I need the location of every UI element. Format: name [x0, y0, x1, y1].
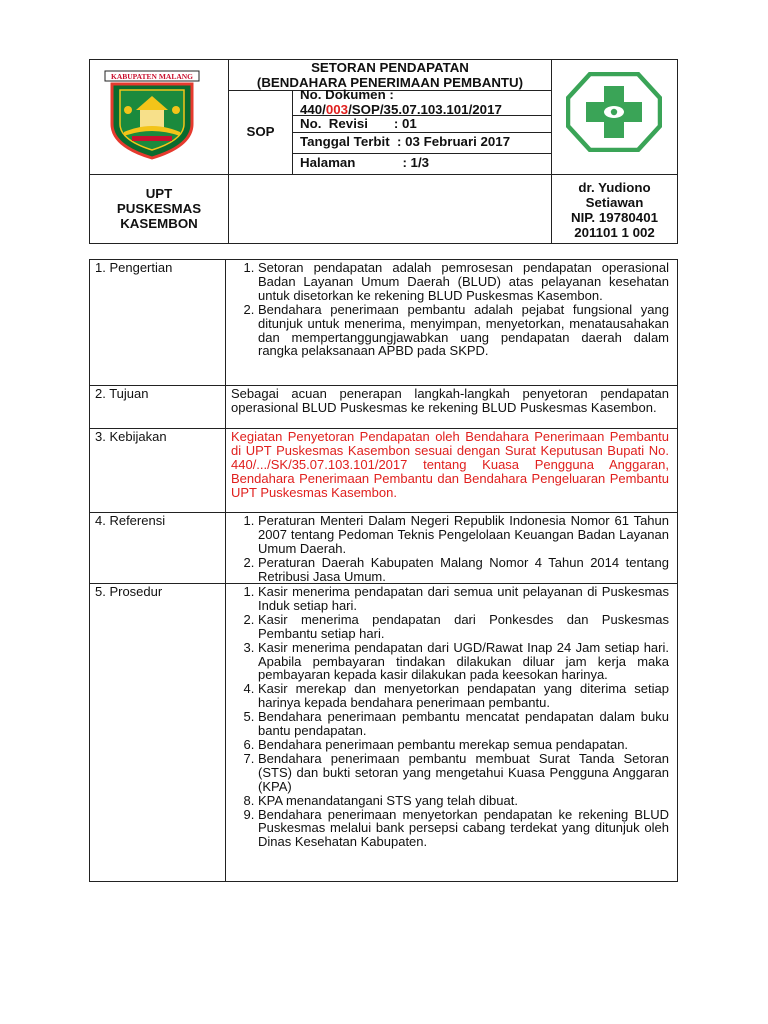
logo-caption: KABUPATEN MALANG — [110, 72, 194, 81]
list-item: 2. Bendahara penerimaan pembantu adalah pejabat fungsional yang ditunjuk untuk menerima, menyimpan, menyetorkan, menatausahakan dan mempertanggungjawabkan uang pendapatan daerah dalam rangka pelaksanaan APBD pada SKPD. — [258, 303, 669, 359]
list-item: 6. Bendahara penerimaan pembantu merekap semua pendapatan. — [258, 738, 669, 752]
list-item: 5. Bendahara penerimaan pembantu mencatat pendapatan dalam buku bantu pendapatan. — [258, 710, 669, 738]
puskesmas-logo — [566, 72, 662, 152]
issue-date: Tanggal Terbit : 03 Februari 2017 — [300, 134, 511, 149]
section-label-pengertian: 1. Pengertian — [95, 260, 173, 275]
section-tujuan: Sebagai acuan penerapan langkah-langkah penyetoran pendapatan operasional BLUD Puskesmas ke rekening BLUD Puskesmas Kasembon. — [231, 386, 669, 415]
section-label-tujuan: 2. Tujuan — [95, 386, 149, 401]
list-item: 8. KPA menandatangani STS yang telah dibuat. — [258, 794, 669, 808]
list-item: 1. Peraturan Menteri Dalam Negeri Republik Indonesia Nomor 61 Tahun 2007 tentang Pedoman Teknis Pengelolaan Keuangan Badan Layanan Umum Daerah. — [258, 514, 669, 556]
section-prosedur — [231, 585, 669, 849]
section-label-referensi: 4. Referensi — [95, 513, 166, 528]
list-item: 9. Bendahara penerimaan menyetorkan pendapatan ke rekening BLUD Puskesmas melalui bank persepsi cabang terdekat yang ditunjuk oleh Dinas Kesehatan Kabupaten. — [258, 808, 669, 850]
list-item: 4. Kasir merekap dan menyetorkan pendapatan yang diterima setiap harinya kepada bendahara penerimaan pembantu. — [258, 682, 669, 710]
document-number-highlight: 003 — [325, 102, 349, 117]
revision-number: No. Revisi : 01 — [300, 116, 417, 131]
section-referensi — [231, 514, 669, 584]
page-number: Halaman : 1/3 — [300, 155, 430, 170]
document-title: SETORAN PENDAPATAN (BENDAHARA PENERIMAAN PEMBANTU) — [256, 60, 524, 90]
list-item: 1. Kasir menerima pendapatan dari semua unit pelayanan di Puskesmas Induk setiap hari. — [258, 585, 669, 613]
list-item: 2. Peraturan Daerah Kabupaten Malang Nomor 4 Tahun 2014 tentang Retribusi Jasa Umum. — [258, 556, 669, 584]
signatory: dr. Yudiono Setiawan NIP. 19780401 201101 1 002 — [570, 180, 658, 240]
section-pengertian — [231, 261, 669, 358]
list-item: 2. Kasir menerima pendapatan dari Ponkesdes dan Puskesmas Pembantu setiap hari. — [258, 613, 669, 641]
section-label-prosedur: 5. Prosedur — [95, 584, 163, 599]
unit-name: UPT PUSKESMAS KASEMBON — [116, 186, 202, 231]
kabupaten-malang-logo — [102, 70, 202, 160]
sop-label: SOP — [246, 124, 275, 139]
list-item: 1. Setoran pendapatan adalah pemrosesan pendapatan operasional Badan Layanan Umum Daerah (BLUD) atas pelayanan kesehatan untuk disetorkan ke rekening BLUD Puskesmas Kasembon. — [258, 261, 669, 303]
list-item: 7. Bendahara penerimaan pembantu membuat Surat Tanda Setoran (STS) dan bukti setoran yang mengetahui Kuasa Pengguna Anggaran (KPA) — [258, 752, 669, 794]
document-number: No. Dokumen : 440/003/SOP/35.07.103.101/2017 — [300, 87, 502, 117]
list-item: 3. Kasir menerima pendapatan dari UGD/Rawat Inap 24 Jam setiap hari. Apabila pembayaran tindakan dilakukan diluar jam kerja maka pembayaran kepada kasir dilakukan pada keesokan harinya. — [258, 641, 669, 683]
section-kebijakan: Kegiatan Penyetoran Pendapatan oleh Bendahara Penerimaan Pembantu di UPT Puskesmas Kasembon sesuai dengan Surat Keputusan Bupati No. 440/.../SK/35.07.103.101/2017 tentang Kuasa Pengguna Anggaran, Bendahara Penerimaan Pembantu dan Bendahara Pengeluaran Pembantu UPT Puskesmas Kasembon. — [231, 429, 669, 500]
section-label-kebijakan: 3. Kebijakan — [95, 429, 167, 444]
